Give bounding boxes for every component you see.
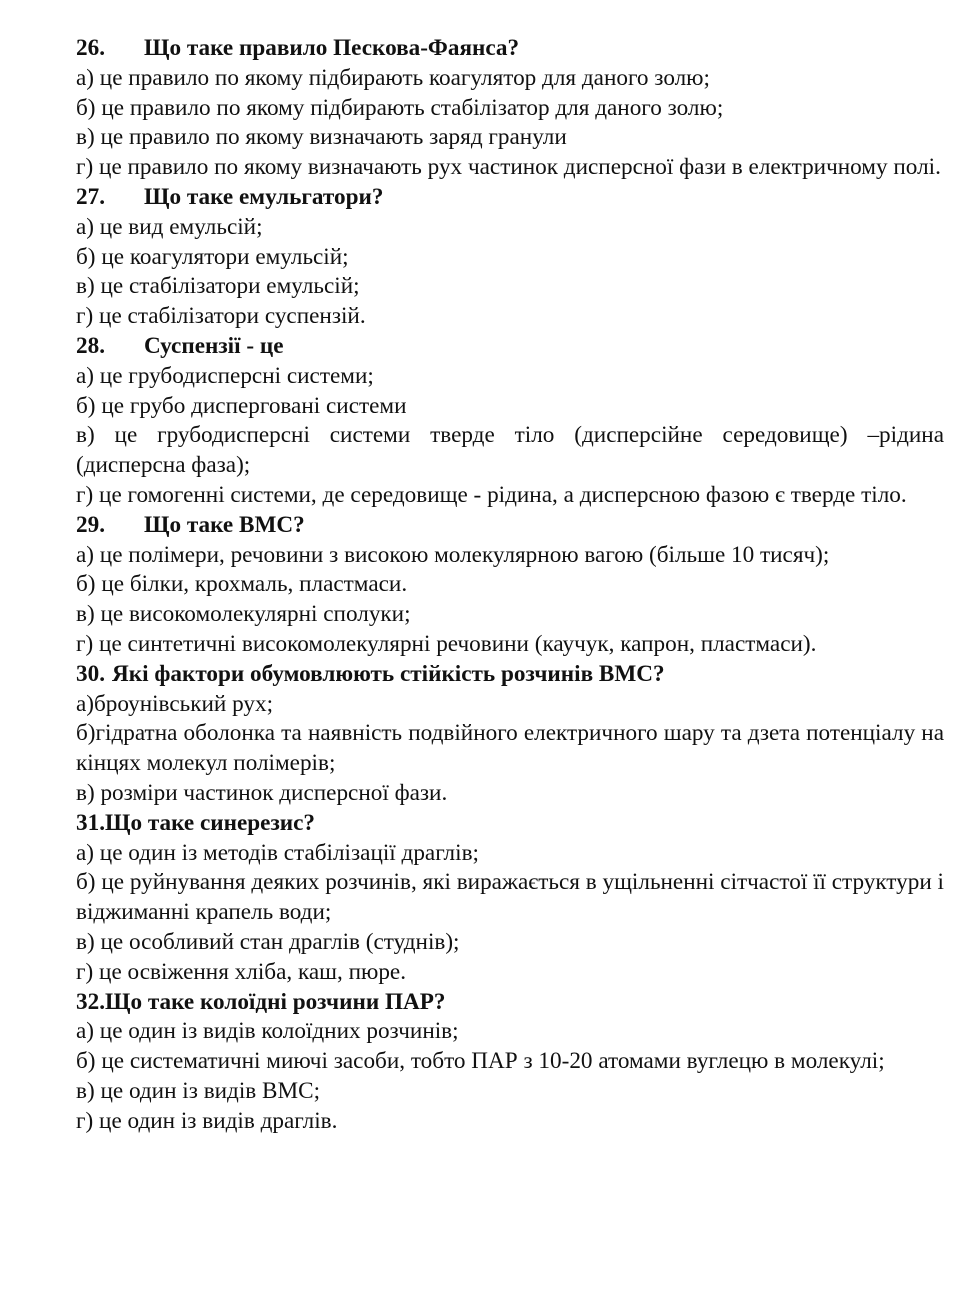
answer-option: б) це правило по якому підбирають стабілізатор для даного золю; xyxy=(76,94,724,121)
answer-option: в) це правило по якому визначають заряд гранули xyxy=(76,124,567,151)
question-32 xyxy=(76,988,944,1137)
question-26 xyxy=(76,34,944,183)
question-31 xyxy=(76,809,944,988)
question-text: Що таке синерезис? xyxy=(104,809,316,836)
answer-option: г) це гомогенні системи, де середовище - рідина, а дисперсною фазою є тверде тіло. xyxy=(76,481,907,508)
answer-option: а) це полімери, речовини з високою молекулярною вагою (більше 10 тисяч); xyxy=(76,541,830,568)
answer-option: г) це синтетичні високомолекулярні речовини (каучук, капрон, пластмаси). xyxy=(76,630,817,657)
answer-option: б) це систематичні миючі засоби, тобто ПАР з 10-20 атомами вуглецю в молекулі; xyxy=(76,1048,885,1075)
question-title xyxy=(76,34,944,64)
answer-option: в) це один із видів ВМС; xyxy=(76,1077,321,1104)
question-text: Що таке ВМС? xyxy=(144,511,305,538)
question-title xyxy=(76,511,944,541)
question-number: 31. xyxy=(76,809,105,836)
answer-option: г) це один із видів драглів. xyxy=(76,1107,338,1134)
answer-option: г) це освіження хліба, каш, пюре. xyxy=(76,958,407,985)
question-text: Суспензії - це xyxy=(144,332,284,359)
question-text: Які фактори обумовлюють стійкість розчинів ВМС? xyxy=(111,660,665,687)
answer-option: в) це особливий стан драглів (студнів); xyxy=(76,928,460,955)
question-28 xyxy=(76,332,944,511)
answer-option: г) це правило по якому визначають рух частинок дисперсної фази в електричному полі. xyxy=(76,154,941,181)
question-title xyxy=(76,809,944,839)
answer-option: а) це вид емульсій; xyxy=(76,213,263,240)
question-30 xyxy=(76,660,944,809)
answer-option: в) це грубодисперсні системи тверде тіло (дисперсійне середовище) –рідина (дисперсна фаза); xyxy=(76,422,944,479)
answer-option: в) це стабілізатори емульсій; xyxy=(76,273,360,300)
question-29 xyxy=(76,511,944,660)
question-title xyxy=(76,660,944,690)
answer-option: г) це стабілізатори суспензій. xyxy=(76,303,366,330)
question-number: 27. xyxy=(76,183,105,210)
question-27 xyxy=(76,183,944,332)
answer-option: а) це один із видів колоїдних розчинів; xyxy=(76,1018,459,1045)
question-title xyxy=(76,183,944,213)
answer-option: б) це грубо дисперговані системи xyxy=(76,392,407,419)
question-number: 26. xyxy=(76,35,105,61)
answer-option: а) це грубодисперсні системи; xyxy=(76,362,374,389)
answer-option: б) це білки, крохмаль, пластмаси. xyxy=(76,571,408,598)
answer-option: а)броунівський рух; xyxy=(76,690,274,717)
answer-option: а) це один із методів стабілізації драглів; xyxy=(76,839,479,866)
question-number: 28. xyxy=(76,332,105,359)
answer-option: б) це руйнування деяких розчинів, які виражається в ущільненні сітчастої її структури і віджиманні крапель води; xyxy=(76,869,944,926)
answer-option: б)гідратна оболонка та наявність подвійного електричного шару та дзета потенціалу на кінцях молекул полімерів; xyxy=(76,720,944,777)
answer-option: б) це коагулятори емульсій; xyxy=(76,243,349,270)
question-text: Що таке правило Пескова-Фаянса? xyxy=(144,35,520,61)
answer-option: в) розміри частинок дисперсної фази. xyxy=(76,779,448,806)
question-text: Що таке колоїдні розчини ПАР? xyxy=(104,988,446,1015)
question-number: 29. xyxy=(76,511,105,538)
question-number: 32. xyxy=(76,988,105,1015)
question-number: 30. xyxy=(76,660,105,687)
document-page xyxy=(76,34,944,1136)
question-title xyxy=(76,332,944,362)
answer-option: в) це високомолекулярні сполуки; xyxy=(76,601,411,628)
question-text: Що таке емульгатори? xyxy=(144,183,384,210)
question-title xyxy=(76,988,944,1018)
answer-option: а) це правило по якому підбирають коагулятор для даного золю; xyxy=(76,64,710,91)
